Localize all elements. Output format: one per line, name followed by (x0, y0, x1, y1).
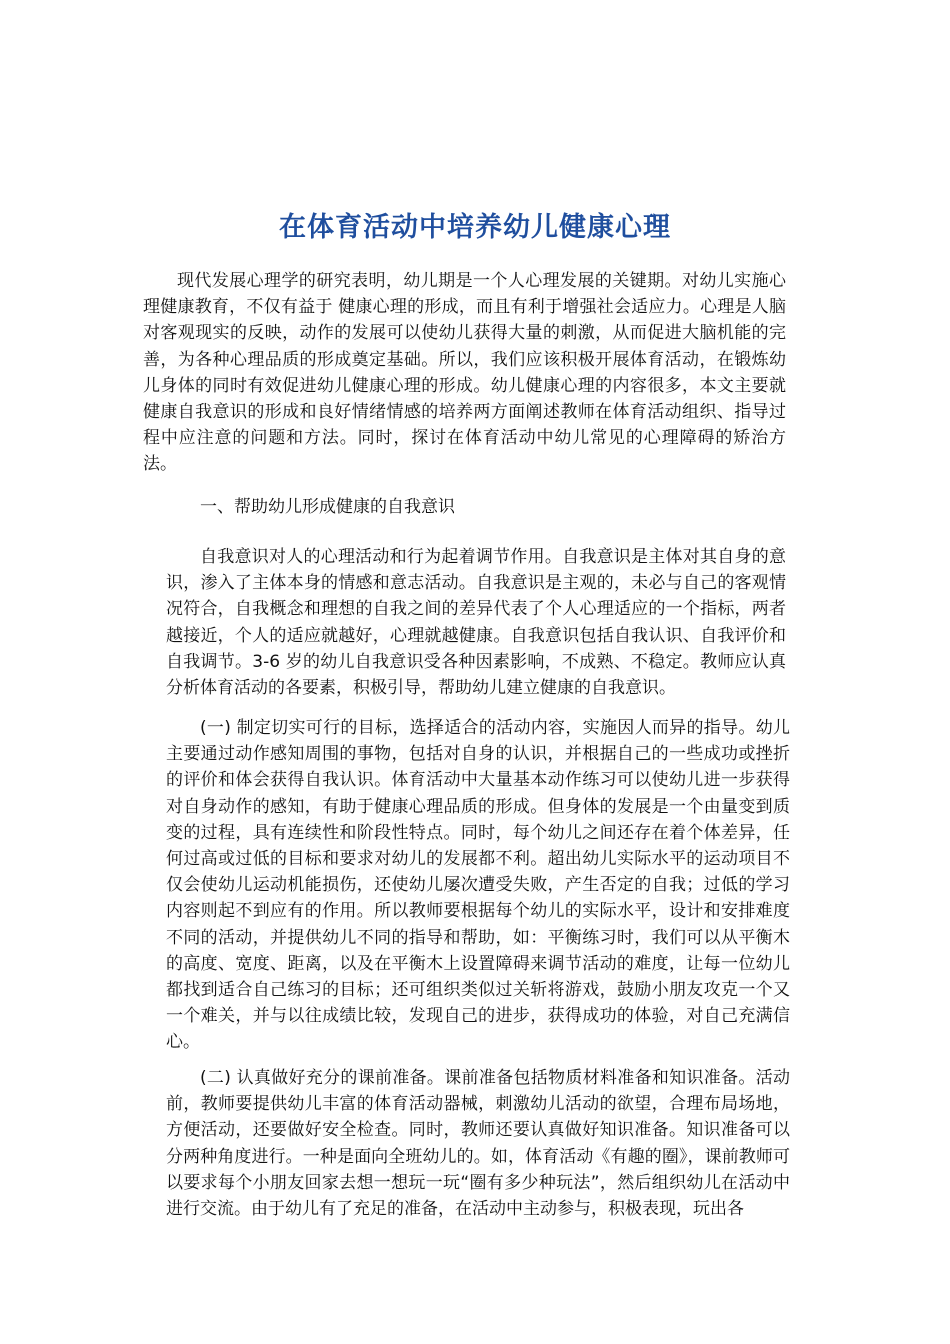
section-1-paragraph: 自我意识对人的心理活动和行为起着调节作用。自我意识是主体对其自身的意识，渗入了主体本身的情感和意志活动。自我意识是主观的，未必与自己的客观情况符合，自我概念和理想的自我之间的差异代表了个人心理适应的一个指标，两者越接近，个人的适应就越好，心理就越健康。自我意识包括自我认识、自我评价和自我调节。3-6 岁的幼儿自我意识受各种因素影响，不成熟、不稳定。教师应认真分析体育活动的各要素，积极引导，帮助幼儿建立健康的自我意识。 (166, 547, 786, 699)
section-heading-1: 一、帮助幼儿形成健康的自我意识 (200, 497, 455, 517)
subsection-2-paragraph: (二) 认真做好充分的课前准备。课前准备包括物质材料准备和知识准备。活动前，教师要提供幼儿丰富的体育活动器械，刺激幼儿活动的欲望，合理布局场地，方便活动，还要做好安全检查。同时，教师还要认真做好知识准备。知识准备可以分两种角度进行。一种是面向全班幼儿的。如，体育活动《有趣的圈》，课前教师可以要求每个小朋友回家去想一想玩一玩“圈有多少种玩法”，然后组织幼儿在活动中进行交流。由于幼儿有了充足的准备，在活动中主动参与，积极表现，玩出各 (166, 1068, 790, 1220)
subsection-1-paragraph: (一) 制定切实可行的目标，选择适合的活动内容，实施因人而异的指导。幼儿主要通过动作感知周围的事物，包括对自身的认识，并根据自己的一些成功或挫折的评价和体会获得自我认识。体育活动中大量基本动作练习可以使幼儿进一步获得对自身动作的感知，有助于健康心理品质的形成。但身体的发展是一个由量变到质变的过程，具有连续性和阶段性特点。同时，每个幼儿之间还存在着个体差异，任何过高或过低的目标和要求对幼儿的发展都不利。超出幼儿实际水平的运动项目不仅会使幼儿运动机能损伤，还使幼儿屡次遭受失败，产生否定的自我；过低的学习内容则起不到应有的作用。所以教师要根据每个幼儿的实际水平，设计和安排难度不同的活动，并提供幼儿不同的指导和帮助，如：平衡练习时，我们可以从平衡木的高度、宽度、距离，以及在平衡木上设置障碍来调节活动的难度，让每一位幼儿都找到适合自己练习的目标；还可组织类似过关斩将游戏，鼓励小朋友攻克一个又一个难关，并与以往成绩比较，发现自己的进步，获得成功的体验，对自己充满信心。 (166, 718, 790, 1053)
intro-paragraph: 现代发展心理学的研究表明，幼儿期是一个人心理发展的关键期。对幼儿实施心理健康教育，不仅有益于 健康心理的形成，而且有利于增强社会适应力。心理是人脑对客观现实的反映，动作的发展可以使幼儿获得大量的刺激，从而促进大脑机能的完善，为各种心理品质的形成奠定基础。所以，我们应该积极开展体育活动，在锻炼幼儿身体的同时有效促进幼儿健康心理的形成。幼儿健康心理的内容很多，本文主要就健康自我意识的形成和良好情绪情感的培养两方面阐述教师在体育活动组织、指导过程中应注意的问题和方法。同时，探讨在体育活动中幼儿常见的心理障碍的矫治方法。 (143, 271, 786, 475)
document-title: 在体育活动中培养幼儿健康心理 (279, 212, 671, 243)
